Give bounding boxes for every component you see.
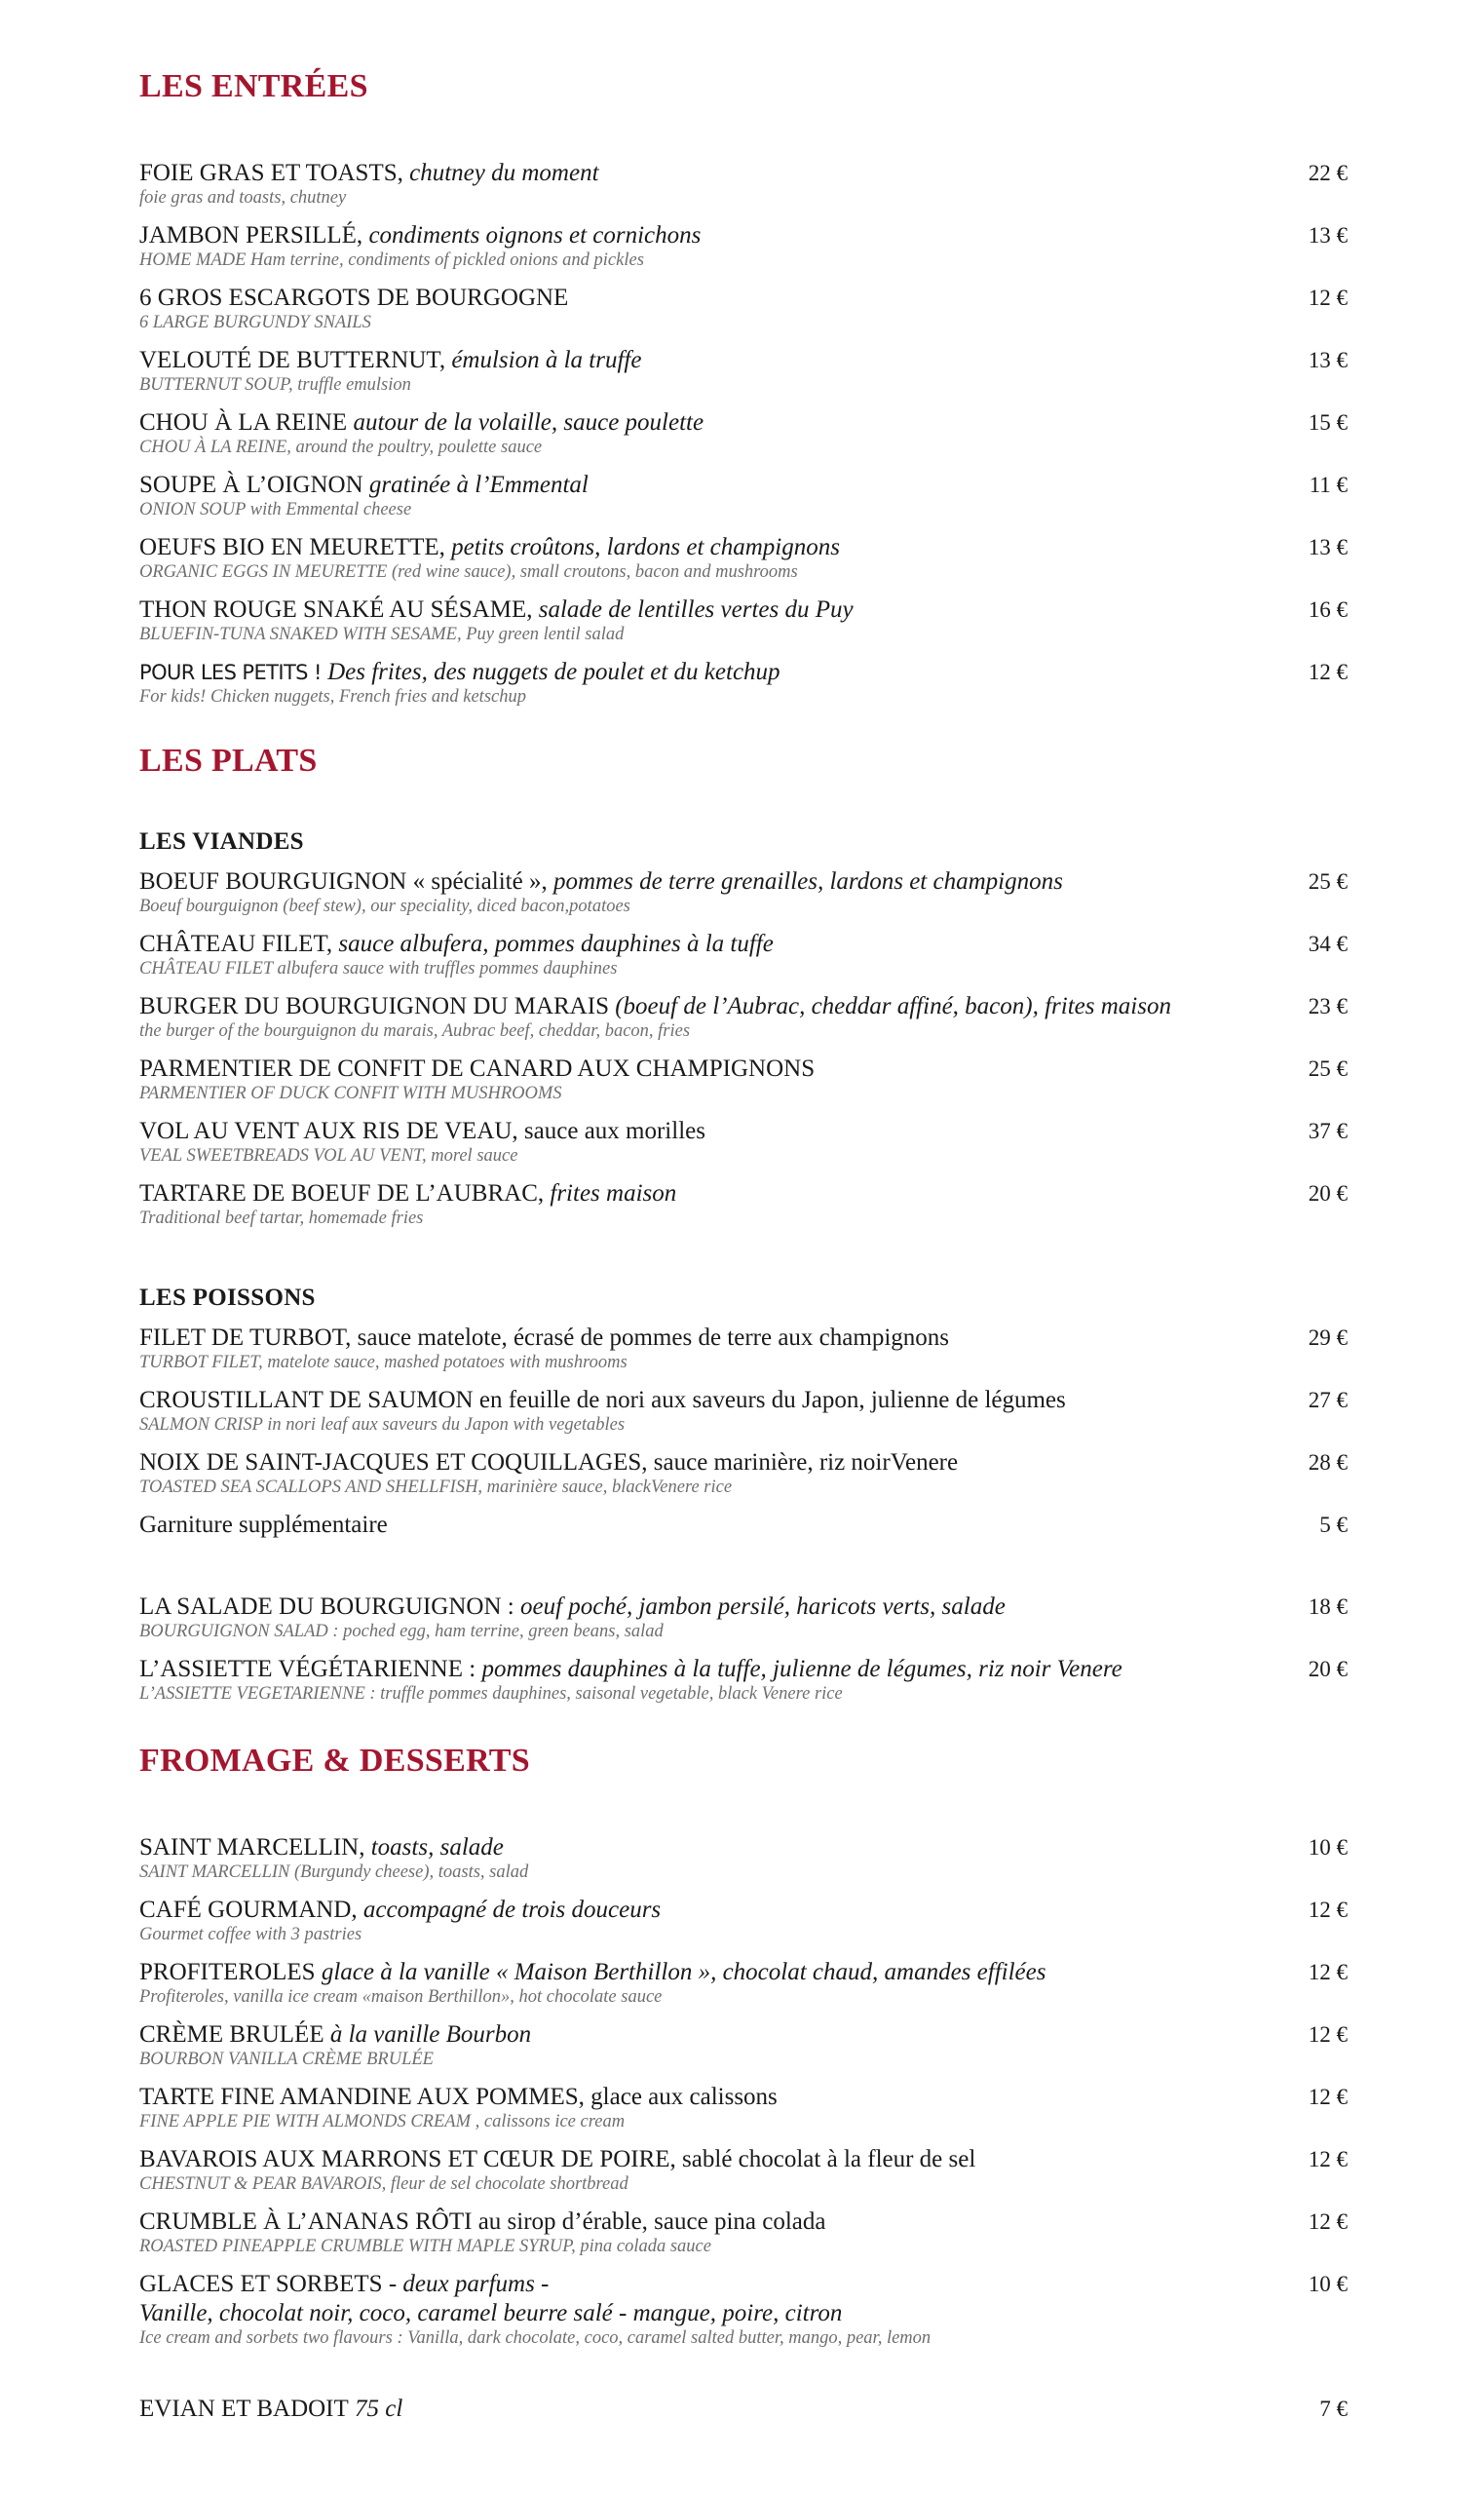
item-name: TARTE FINE AMANDINE AUX POMMES, glace aux calissons <box>139 2084 778 2110</box>
item-flavours: Vanille, chocolat noir, coco, caramel beurre salé - mangue, poire, citron <box>139 2300 843 2326</box>
menu-item <box>139 159 1348 217</box>
item-translation: VEAL SWEETBREADS VOL AU VENT, morel sauce <box>139 1146 518 1166</box>
item-price: 12 € <box>1308 286 1348 310</box>
item-translation: Boeuf bourguignon (beef stew), our speciality, diced bacon,potatoes <box>139 897 630 916</box>
item-price: 34 € <box>1308 932 1348 956</box>
item-price: 11 € <box>1309 473 1348 497</box>
item-price: 25 € <box>1308 869 1348 894</box>
item-price: 7 € <box>1319 2397 1348 2421</box>
menu-item <box>139 1958 1348 2016</box>
item-price: 15 € <box>1308 410 1348 435</box>
item-translation: SALMON CRISP in nori leaf aux saveurs du Japon with vegetables <box>139 1415 626 1435</box>
item-desc: petits croûtons, lardons et champignons <box>444 534 840 560</box>
item-translation: L’ASSIETTE VEGETARIENNE : truffle pommes dauphines, saisonal vegetable, black Venere rice <box>139 1684 843 1704</box>
item-name: THON ROUGE SNAKÉ AU SÉSAME, <box>139 596 533 623</box>
item-price: 29 € <box>1308 1325 1348 1350</box>
menu-item <box>139 1117 1348 1175</box>
item-desc: sauce albufera, pommes dauphines à la tuffe <box>332 931 774 957</box>
menu-item <box>139 867 1348 926</box>
menu-item <box>139 346 1348 404</box>
item-price: 12 € <box>1308 660 1348 684</box>
item-translation: CHÂTEAU FILET albufera sauce with truffles pommes dauphines <box>139 959 618 979</box>
item-translation: ROASTED PINEAPPLE CRUMBLE WITH MAPLE SYRUP, pina colada sauce <box>139 2237 711 2256</box>
item-name: CAFÉ GOURMAND, <box>139 1897 358 1923</box>
menu-item <box>139 2083 1348 2141</box>
item-translation: CHESTNUT & PEAR BAVAROIS, fleur de sel chocolate shortbread <box>139 2174 628 2194</box>
item-price: 28 € <box>1308 1450 1348 1475</box>
item-translation: BOURBON VANILLA CRÈME BRULÉE <box>139 2050 434 2069</box>
item-name: PROFITEROLES <box>139 1959 316 1985</box>
menu-item <box>139 284 1348 342</box>
item-desc: Des frites, des nuggets de poulet et du ketchup <box>321 659 780 685</box>
item-translation: ORGANIC EGGS IN MEURETTE (red wine sauce), small croutons, bacon and mushrooms <box>139 562 798 582</box>
item-price: 13 € <box>1308 348 1348 372</box>
item-translation: ONION SOUP with Emmental cheese <box>139 500 412 519</box>
menu-item <box>139 1655 1348 1713</box>
item-translation: 6 LARGE BURGUNDY SNAILS <box>139 313 371 332</box>
item-translation: the burger of the bourguignon du marais, Aubrac beef, cheddar, bacon, fries <box>139 1021 691 1041</box>
item-translation: BOURGUIGNON SALAD : poched egg, ham terrine, green beans, salad <box>139 1622 664 1641</box>
menu-item <box>139 1055 1348 1113</box>
item-translation: PARMENTIER OF DUCK CONFIT WITH MUSHROOMS <box>139 1084 562 1103</box>
item-name: LA SALADE DU BOURGUIGNON : <box>139 1593 514 1620</box>
item-price: 12 € <box>1308 2209 1348 2234</box>
menu-item <box>139 1833 1348 1892</box>
item-name: VOL AU VENT AUX RIS DE VEAU, sauce aux morilles <box>139 1118 705 1144</box>
item-translation: Gourmet coffee with 3 pastries <box>139 1925 362 1944</box>
menu-item <box>139 533 1348 592</box>
item-translation: HOME MADE Ham terrine, condiments of pickled onions and pickles <box>139 250 644 270</box>
item-price: 5 € <box>1319 1513 1348 1537</box>
item-name: CRUMBLE À L’ANANAS RÔTI au sirop d’érable, sauce pina colada <box>139 2208 826 2235</box>
item-price: 25 € <box>1308 1056 1348 1081</box>
item-translation: foie gras and toasts, chutney <box>139 188 347 208</box>
item-desc: oeuf poché, jambon persilé, haricots verts, salade <box>514 1593 1006 1620</box>
item-name: BURGER DU BOURGUIGNON DU MARAIS <box>139 993 609 1019</box>
item-name: BOEUF BOURGUIGNON « spécialité », <box>139 868 548 895</box>
item-translation: CHOU À LA REINE, around the poultry, poulette sauce <box>139 438 543 457</box>
item-name: TARTARE DE BOEUF DE L’AUBRAC, <box>139 1180 545 1207</box>
item-name: POUR LES PETITS ! <box>139 661 322 684</box>
menu-item-glaces <box>139 2270 1348 2358</box>
item-volume: 75 cl <box>348 2396 403 2422</box>
menu-item <box>139 221 1348 280</box>
menu-item <box>139 471 1348 529</box>
menu-item <box>139 595 1348 654</box>
item-name: JAMBON PERSILLÉ, <box>139 222 363 249</box>
item-translation: TURBOT FILET, matelote sauce, mashed potatoes with mushrooms <box>139 1353 628 1372</box>
menu-item <box>139 408 1348 467</box>
item-name: BAVAROIS AUX MARRONS ET CŒUR DE POIRE, sablé chocolat à la fleur de sel <box>139 2146 976 2172</box>
menu-item <box>139 1324 1348 1382</box>
item-desc: frites maison <box>544 1180 677 1207</box>
item-name: PARMENTIER DE CONFIT DE CANARD AUX CHAMPIGNONS <box>139 1056 816 1082</box>
menu-item <box>139 1593 1348 1651</box>
menu-item <box>139 2145 1348 2204</box>
item-price: 37 € <box>1308 1119 1348 1143</box>
item-name: Garniture supplémentaire <box>139 1512 388 1538</box>
item-desc: à la vanille Bourbon <box>323 2021 532 2048</box>
item-translation: Profiteroles, vanilla ice cream «maison Berthillon», hot chocolate sauce <box>139 1987 663 2007</box>
item-name: SOUPE À L’OIGNON <box>139 472 363 498</box>
item-name: SAINT MARCELLIN, <box>139 1834 365 1861</box>
section-title-entrees: LES ENTRÉES <box>139 68 368 104</box>
item-price: 13 € <box>1308 535 1348 559</box>
item-name: FOIE GRAS ET TOASTS, <box>139 160 403 186</box>
item-desc: pommes dauphines à la tuffe, julienne de légumes, riz noir Venere <box>476 1656 1123 1682</box>
item-translation: Traditional beef tartar, homemade fries <box>139 1209 424 1228</box>
item-desc: condiments oignons et cornichons <box>362 222 702 249</box>
item-desc: glace à la vanille « Maison Berthillon », chocolat chaud, amandes effilées <box>315 1959 1046 1985</box>
item-price: 20 € <box>1308 1181 1348 1206</box>
item-price: 12 € <box>1308 2022 1348 2047</box>
item-desc: accompagné de trois douceurs <box>357 1897 662 1923</box>
item-name: CRÈME BRULÉE <box>139 2021 324 2048</box>
menu-item <box>139 2207 1348 2266</box>
item-name: VELOUTÉ DE BUTTERNUT, <box>139 347 446 373</box>
item-price: 22 € <box>1308 161 1348 185</box>
item-price: 27 € <box>1308 1388 1348 1412</box>
item-name: CHÂTEAU FILET, <box>139 931 333 957</box>
item-desc: autour de la volaille, sauce poulette <box>347 409 704 436</box>
item-translation: BUTTERNUT SOUP, truffle emulsion <box>139 375 411 395</box>
item-price: 18 € <box>1308 1594 1348 1619</box>
menu-item-water <box>139 2395 1348 2453</box>
item-desc: toasts, salade <box>364 1834 504 1861</box>
item-price: 12 € <box>1308 1960 1348 1984</box>
item-price: 13 € <box>1308 223 1348 248</box>
item-price: 10 € <box>1308 2272 1348 2296</box>
section-title-plats: LES PLATS <box>139 743 318 779</box>
item-desc: (boeuf de l’Aubrac, cheddar affiné, bacon), frites maison <box>608 993 1171 1019</box>
menu-item <box>139 1511 1348 1569</box>
item-desc: salade de lentilles vertes du Puy <box>532 596 854 623</box>
item-price: 12 € <box>1308 2085 1348 2109</box>
menu-item <box>139 1896 1348 1954</box>
item-name: FILET DE TURBOT, sauce matelote, écrasé de pommes de terre aux champignons <box>139 1324 949 1351</box>
item-name: 6 GROS ESCARGOTS DE BOURGOGNE <box>139 285 569 311</box>
item-translation: For kids! Chicken nuggets, French fries and ketschup <box>139 687 526 707</box>
item-translation: TOASTED SEA SCALLOPS AND SHELLFISH, marinière sauce, blackVenere rice <box>139 1478 733 1497</box>
item-price: 10 € <box>1308 1835 1348 1860</box>
menu-item <box>139 2020 1348 2079</box>
menu-item <box>139 930 1348 988</box>
item-desc: pommes de terre grenailles, lardons et champignons <box>547 868 1063 895</box>
item-name: OEUFS BIO EN MEURETTE, <box>139 534 445 560</box>
item-name: CROUSTILLANT DE SAUMON en feuille de nori aux saveurs du Japon, julienne de légumes <box>139 1387 1066 1413</box>
item-desc: deux parfums - <box>397 2271 550 2297</box>
item-price: 16 € <box>1308 597 1348 622</box>
menu-item <box>139 1386 1348 1444</box>
menu-item <box>139 1179 1348 1238</box>
item-translation: Ice cream and sorbets two flavours : Vanilla, dark chocolate, coco, caramel salted butter, mango, pear, lemon <box>139 2328 932 2348</box>
item-price: 20 € <box>1308 1657 1348 1681</box>
item-name: NOIX DE SAINT-JACQUES ET COQUILLAGES, sauce marinière, riz noirVenere <box>139 1449 959 1476</box>
item-name: GLACES ET SORBETS - <box>139 2271 398 2297</box>
menu-item <box>139 1448 1348 1507</box>
menu-item <box>139 658 1348 716</box>
item-price: 12 € <box>1308 2147 1348 2171</box>
menu-item <box>139 992 1348 1051</box>
item-desc: chutney du moment <box>402 160 599 186</box>
subsection-title-poissons: LES POISSONS <box>139 1285 316 1311</box>
section-title-desserts: FROMAGE & DESSERTS <box>139 1743 530 1779</box>
item-name: EVIAN ET BADOIT <box>139 2396 349 2422</box>
item-translation: BLUEFIN-TUNA SNAKED WITH SESAME, Puy green lentil salad <box>139 625 625 644</box>
item-name: L’ASSIETTE VÉGÉTARIENNE : <box>139 1656 476 1682</box>
item-translation: SAINT MARCELLIN (Burgundy cheese), toasts, salad <box>139 1862 529 1882</box>
item-translation: FINE APPLE PIE WITH ALMONDS CREAM , calissons ice cream <box>139 2112 626 2131</box>
item-name: CHOU À LA REINE <box>139 409 348 436</box>
item-desc: émulsion à la truffe <box>445 347 642 373</box>
subsection-title-viandes: LES VIANDES <box>139 828 304 855</box>
item-desc: gratinée à l’Emmental <box>362 472 589 498</box>
item-price: 12 € <box>1308 1898 1348 1922</box>
item-price: 23 € <box>1308 994 1348 1018</box>
